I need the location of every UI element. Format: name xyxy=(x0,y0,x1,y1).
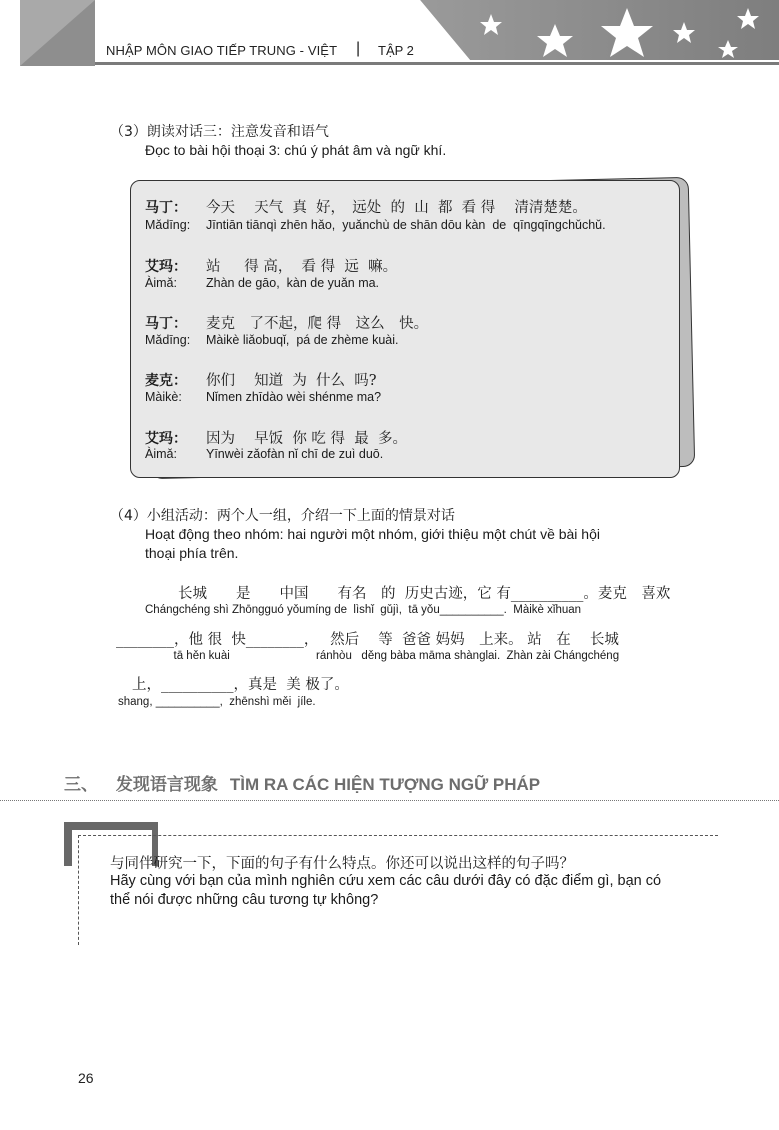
task3-instruction-zh: （3）朗读对话三：注意发音和语气 xyxy=(110,124,329,140)
speaker-name-py: Mǎdīng: xyxy=(145,333,191,347)
speaker-name-zh: 麦克： xyxy=(145,373,187,389)
volume-label: TẬP 2 xyxy=(378,43,414,58)
section-divider xyxy=(0,800,779,801)
speaker-name-zh: 艾玛： xyxy=(145,431,187,447)
passage-line-pinyin: shang, __________, zhēnshì měi jíle. xyxy=(118,696,316,708)
speaker-name-py: Mǎdīng: xyxy=(145,218,191,232)
dialogue-line-pinyin: Nǐmen zhīdào wèi shénme ma? xyxy=(206,390,382,404)
section-heading xyxy=(64,770,540,795)
passage-line-zh: 上，__________，真是 美 极了。 xyxy=(132,677,349,693)
section-number: 三、 xyxy=(64,775,98,795)
speaker-name-py: Àimǎ: xyxy=(145,447,177,461)
callout-prompt-vi: thể nói được những câu tương tự không? xyxy=(110,892,379,908)
callout-dashed-border-top xyxy=(78,835,718,836)
section-title-vi: TÌM RA CÁC HIỆN TƯỢNG NGỮ PHÁP xyxy=(229,775,541,794)
dialogue-line-zh: 麦克 了不起，爬 得 这么 快。 xyxy=(206,316,429,332)
speaker-name-zh: 艾玛： xyxy=(145,259,187,275)
page-number: 26 xyxy=(78,1070,94,1086)
callout-prompt-zh: 与同伴研究一下，下面的句子有什么特点。你还可以说出这样的句子吗？ xyxy=(110,856,574,872)
task4-instruction-vi: Hoạt động theo nhóm: hai người một nhóm, giới thiệu một chút về bài hội xyxy=(145,526,600,542)
section-title-zh: 发现语言现象 xyxy=(115,775,218,795)
dialogue-line-pinyin: Zhàn de gāo, kàn de yuǎn ma. xyxy=(206,276,380,290)
dialogue-line-zh: 因为 早饭 你 吃 得 最 多。 xyxy=(206,431,407,447)
task4-instruction-vi: thoại phía trên. xyxy=(145,545,239,561)
speaker-name-py: Màikè: xyxy=(145,390,182,404)
header-banner xyxy=(0,0,779,70)
passage-line-pinyin: Chángchéng shì Zhōngguó yǒumíng de lìshǐ gǔjì, tā yǒu__________. Màikè xǐhuan xyxy=(145,604,582,616)
dialogue-line-zh: 你们 知道 为 什么 吗? xyxy=(206,373,377,389)
callout-dashed-border-left xyxy=(78,835,79,945)
speaker-name-py: Àimǎ: xyxy=(145,276,177,290)
speaker-name-zh: 马丁： xyxy=(145,200,187,216)
task3-instruction-vi: Đọc to bài hội thoại 3: chú ý phát âm và ngữ khí. xyxy=(145,142,447,158)
dialogue-line-pinyin: Màikè liǎobuqǐ, pá de zhème kuài. xyxy=(206,333,399,347)
page-header xyxy=(0,0,779,70)
dialogue-line-pinyin: Yīnwèi zǎofàn nǐ chī de zuì duō. xyxy=(206,447,384,461)
passage-line-zh: 长城 是 中国 有名 的 历史古迹，它 有__________。麦克 喜欢 xyxy=(178,586,671,602)
passage-line-pinyin: tā hěn kuài ránhòu děng bàba māma shànglai. Zhàn zài Chángchéng xyxy=(116,650,620,662)
passage-line-zh: ________，他 很 快________， 然后 等 爸爸 妈妈 上来。 站 在 长城 xyxy=(116,632,619,648)
dialogue-line-pinyin: Jīntiān tiānqì zhēn hǎo, yuǎnchù de shān dōu kàn de qīngqīngchǔchǔ. xyxy=(206,218,606,232)
book-title: NHẬP MÔN GIAO TIẾP TRUNG - VIỆT xyxy=(106,43,338,58)
speaker-name-zh: 马丁： xyxy=(145,316,187,332)
dialogue-line-zh: 站 得 高， 看 得 远 嘛。 xyxy=(206,259,398,275)
callout-prompt-vi: Hãy cùng với bạn của mình nghiên cứu xem các câu dưới đây có đặc điểm gì, bạn có xyxy=(110,873,662,889)
header-separator: | xyxy=(356,40,361,57)
task4-instruction-zh: （4）小组活动：两个人一组，介绍一下上面的情景对话 xyxy=(110,508,455,524)
dialogue-line-zh: 今天 天气 真 好， 远处 的 山 都 看 得 清清楚楚。 xyxy=(206,200,587,216)
